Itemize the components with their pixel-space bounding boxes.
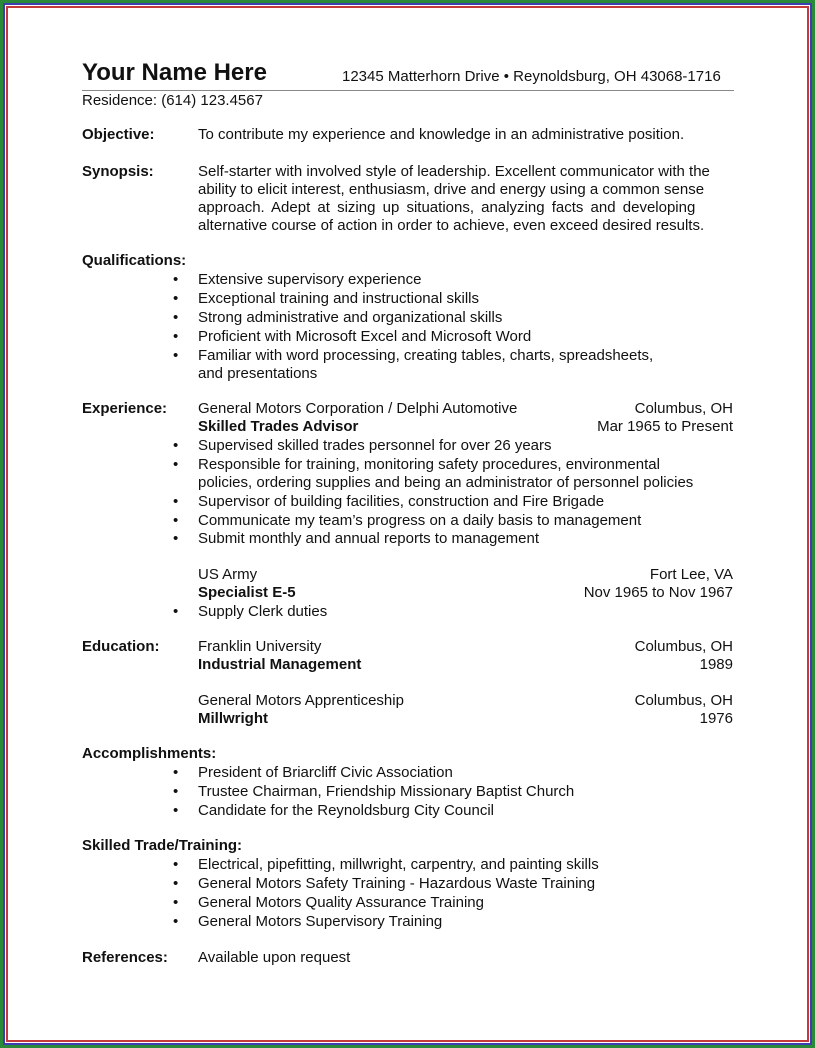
- bullet: •: [173, 802, 179, 819]
- bullet: •: [173, 913, 179, 930]
- bullet: •: [173, 309, 179, 326]
- bullet: •: [173, 328, 179, 345]
- skilled-trade-label: Skilled Trade/Training:: [82, 837, 243, 854]
- training-item: General Motors Supervisory Training: [198, 913, 443, 930]
- job-location: Fort Lee, VA: [649, 566, 733, 583]
- job-duty-continued: policies, ordering supplies and being an administrator of personnel policies: [198, 474, 694, 491]
- training-item: Electrical, pipefitting, millwright, carpentry, and painting skills: [198, 856, 599, 873]
- bullet: •: [173, 530, 179, 547]
- resume-phone: Residence: (614) 123.4567: [82, 92, 263, 109]
- accomplishment-item: President of Briarcliff Civic Association: [198, 764, 453, 781]
- qualifications-label: Qualifications:: [82, 252, 187, 269]
- job-title: Skilled Trades Advisor: [198, 418, 359, 435]
- bullet: •: [173, 512, 179, 529]
- training-item: General Motors Quality Assurance Training: [198, 894, 484, 911]
- bullet: •: [173, 437, 179, 454]
- job-location: Columbus, OH: [634, 400, 733, 417]
- school-location: Columbus, OH: [634, 692, 733, 709]
- bullet: •: [173, 894, 179, 911]
- job-dates: Mar 1965 to Present: [597, 418, 733, 435]
- job-employer: US Army: [198, 566, 258, 583]
- objective-text: To contribute my experience and knowledge in an administrative position.: [198, 126, 685, 143]
- job-duty: Supervised skilled trades personnel for over 26 years: [198, 437, 552, 454]
- school-name: General Motors Apprenticeship: [198, 692, 404, 709]
- experience-label: Experience:: [82, 400, 168, 417]
- school-name: Franklin University: [198, 638, 322, 655]
- synopsis-line: ability to elicit interest, enthusiasm, drive and energy using a common sense: [198, 181, 705, 198]
- job-duty: Submit monthly and annual reports to management: [198, 530, 540, 547]
- bullet: •: [173, 456, 179, 473]
- qualification-item: Exceptional training and instructional skills: [198, 290, 479, 307]
- bullet: •: [173, 856, 179, 873]
- qualification-item: Strong administrative and organizational skills: [198, 309, 503, 326]
- school-location: Columbus, OH: [634, 638, 733, 655]
- synopsis-line: approach. Adept at sizing up situations, analyzing facts and developing: [198, 199, 696, 216]
- school-year: 1989: [699, 656, 733, 673]
- school-program: Industrial Management: [198, 656, 362, 673]
- bullet: •: [173, 347, 179, 364]
- header-rule: [82, 90, 734, 91]
- school-year: 1976: [699, 710, 733, 727]
- bullet: •: [173, 493, 179, 510]
- accomplishment-item: Candidate for the Reynoldsburg City Council: [198, 802, 494, 819]
- bullet: •: [173, 603, 179, 620]
- bullet: •: [173, 783, 179, 800]
- synopsis-line: Self-starter with involved style of leadership. Excellent communicator with the: [198, 163, 710, 180]
- job-duty: Communicate my team’s progress on a daily basis to management: [198, 512, 642, 529]
- job-duty: Supply Clerk duties: [198, 603, 328, 620]
- qualification-item: Familiar with word processing, creating tables, charts, spreadsheets,: [198, 347, 654, 364]
- references-label: References:: [82, 949, 168, 966]
- bullet: •: [173, 875, 179, 892]
- job-duty: Responsible for training, monitoring safety procedures, environmental: [198, 456, 660, 473]
- synopsis-line: alternative course of action in order to achieve, even exceed desired results.: [198, 217, 705, 234]
- job-dates: Nov 1965 to Nov 1967: [583, 584, 733, 601]
- synopsis-label: Synopsis:: [82, 163, 154, 180]
- school-program: Millwright: [198, 710, 268, 727]
- job-duty: Supervisor of building facilities, construction and Fire Brigade: [198, 493, 605, 510]
- resume-address: 12345 Matterhorn Drive • Reynoldsburg, OH 43068-1716: [342, 68, 721, 85]
- accomplishments-label: Accomplishments:: [82, 745, 217, 762]
- job-employer: General Motors Corporation / Delphi Automotive: [198, 400, 518, 417]
- accomplishment-item: Trustee Chairman, Friendship Missionary Baptist Church: [198, 783, 575, 800]
- qualification-item-continued: and presentations: [198, 365, 318, 382]
- objective-label: Objective:: [82, 126, 155, 143]
- bullet: •: [173, 764, 179, 781]
- references-text: Available upon request: [198, 949, 351, 966]
- qualification-item: Proficient with Microsoft Excel and Microsoft Word: [198, 328, 532, 345]
- training-item: General Motors Safety Training - Hazardous Waste Training: [198, 875, 596, 892]
- resume-name: Your Name Here: [82, 59, 267, 86]
- job-title: Specialist E-5: [198, 584, 296, 601]
- bullet: •: [173, 271, 179, 288]
- qualification-item: Extensive supervisory experience: [198, 271, 422, 288]
- bullet: •: [173, 290, 179, 307]
- education-label: Education:: [82, 638, 160, 655]
